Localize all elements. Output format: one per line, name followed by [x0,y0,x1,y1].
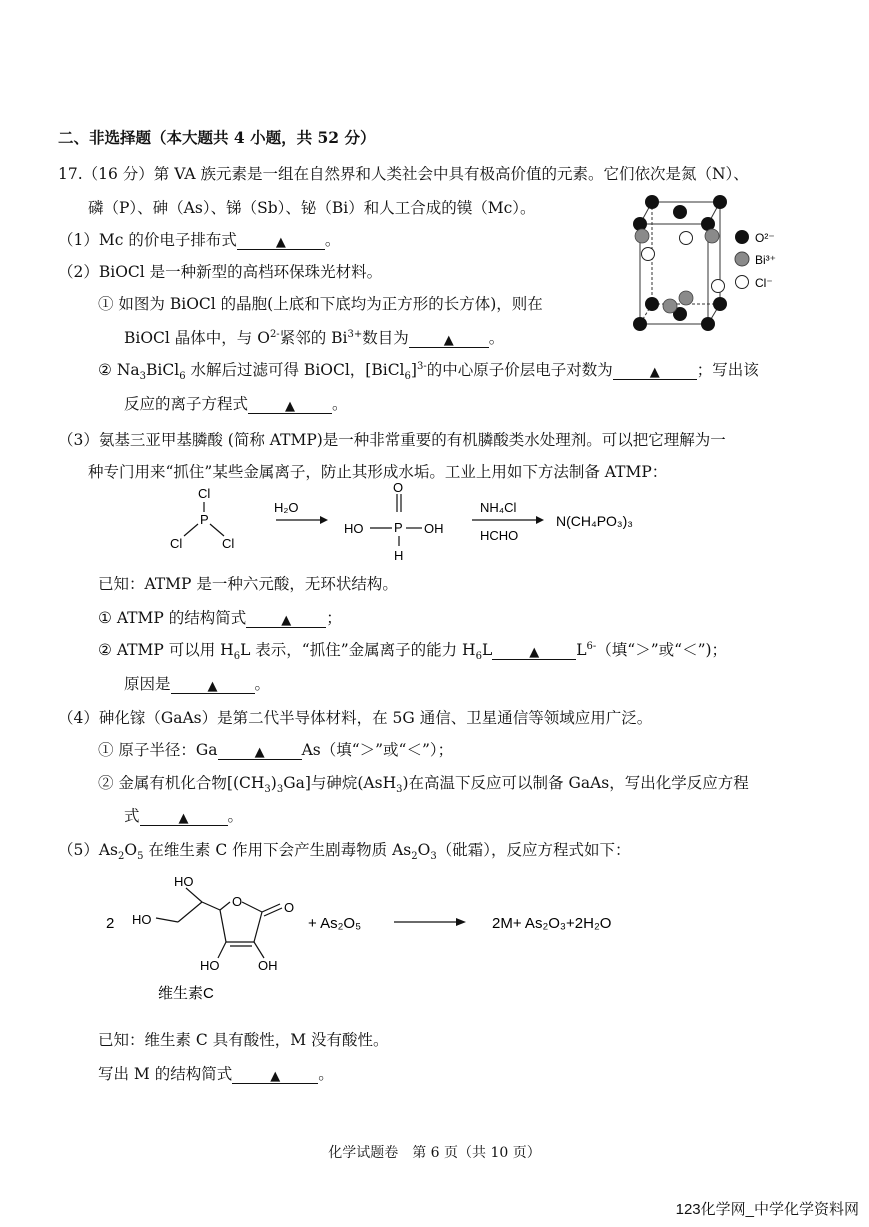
q17-intro-line1: 17.（16 分）第 VA 族元素是一组在自然界和人类社会中具有极高价值的元素。它们依次是氮（N）、 [58,165,749,183]
answer-blank[interactable]: ▲ [218,741,302,760]
answer-blank[interactable]: ▲ [409,329,489,348]
q17-part3-b: 种专门用来“抓住”某些金属离子，防止其形成水垢。工业上用如下方法制备 ATMP： [88,463,668,481]
q17-part5-known: 已知：维生素 C 具有酸性，M 没有酸性。 [98,1031,389,1049]
answer-blank[interactable]: ▲ [171,675,255,694]
acid-o: O [393,482,404,495]
q17-intro-line2: 磷（P）、砷（As）、锑（Sb）、铋（Bi）和人工合成的镆（Mc）。 [88,199,536,217]
answer-blank[interactable]: ▲ [232,1065,318,1084]
vc-ho-bottom-left: HO [200,958,220,973]
q17-part2-1b: BiOCl 晶体中，与 $O^{2-}$紧邻的 $Bi^{3+}$数目为 ▲ 。 [124,328,505,348]
legend-o-marker [735,230,749,244]
answer-blank[interactable]: ▲ [613,361,697,380]
q17-part3-known: 已知：ATMP 是一种六元酸，无环状结构。 [98,575,398,593]
q17-part2-1a: ① 如图为 BiOCl 的晶胞(上底和下底均为正方形的长方体)，则在 [98,295,543,313]
q17-part3-2b: 原因是 ▲ 。 [124,675,271,694]
answer-blank[interactable]: ▲ [237,231,325,250]
answer-blank[interactable]: ▲ [246,609,326,628]
q17-part4: （4）砷化镓（GaAs）是第二代半导体材料，在 5G 通信、卫星通信等领域应用广泛。 [58,709,653,727]
reagent-hcho: HCHO [480,528,519,543]
q17-part4-2b: 式 ▲ 。 [124,807,244,826]
section-title: 二、非选择题（本大题共 4 小题，共 52 分） [58,128,376,147]
q17-part2-2b: 反应的离子方程式 ▲ 。 [124,395,348,414]
q17-part5-ask: 写出 M 的结构简式 ▲ 。 [98,1065,334,1084]
acid-p: P [394,520,403,535]
reagent-water: H₂O [274,500,299,515]
pcl3-cl-top: Cl [198,486,211,501]
vc-oh-bottom-right: OH [258,958,278,973]
vc-ring-o: O [232,894,243,909]
legend-bi-label: Bi³⁺ [755,253,776,267]
q17-part5: $(5)As_2O_5$ 在维生素 C 作用下会产生剧毒物质 $As_2O_3$（砒霜），反应方程式如下： [58,841,631,863]
legend-cl-marker [736,276,749,289]
legend-bi-marker [735,252,749,266]
products: 2M+ As₂O₃+2H₂O [492,915,612,932]
vc-ho-left: HO [132,912,152,927]
reagent-nh4cl: NH₄Cl [480,500,517,515]
legend-cl-label: Cl⁻ [755,276,773,290]
q17-part3-1: ① ATMP 的结构简式 ▲ ； [98,609,342,628]
acid-ho: HO [344,521,364,536]
q17-part4-1: ① 原子半径：Ga ▲ As（填“＞”或“＜”）； [98,741,454,760]
pcl3-p: P [200,512,209,527]
vitamin-c-equation [96,866,656,1012]
vitamin-c-label: 维生素C [158,985,214,1002]
crystal-cell-figure [620,186,780,350]
part1-text: （1）Mc 的价电子排布式 [58,231,237,249]
q17-part1: （1）Mc 的价电子排布式 ▲ 。 [58,231,341,250]
atmp-product: N(CH₄PO₃)₃ [556,513,633,529]
as2o5-reactant: + As₂O₅ [308,915,362,932]
acid-h: H [394,548,404,563]
vc-ho-top: HO [174,874,194,889]
vc-carbonyl-o: O [284,900,295,915]
answer-blank[interactable]: ▲ [492,641,576,660]
pcl3-cl-left: Cl [170,536,183,551]
q17-part2: （2）BiOCl 是一种新型的高档环保珠光材料。 [58,263,383,281]
watermark: 123化学网_中学化学资料网 [675,1201,859,1218]
answer-blank[interactable]: ▲ [248,395,332,414]
q17-part3-a: （3）氨基三亚甲基膦酸 (简称 ATMP)是一种非常重要的有机膦酸类水处理剂。可以把它理解为一 [58,431,726,449]
acid-oh: OH [424,521,444,536]
atmp-synthesis-scheme [160,482,660,568]
answer-blank[interactable]: ▲ [140,807,228,826]
q17-part3-2: ② ATMP 可以用 $H_6L$ 表示，“抓住”金属离子的能力 $H_6L$ ▲ $L^{6-}$（填“＞”或“＜”)； [98,640,728,663]
legend-o-label: O²⁻ [755,231,775,245]
q17-part2-2: ② $Na_3BiCl_6$ 水解后过滤可得 BiOCl，[BiCl$_6$]$^{3-}$的中心原子价层电子对数为 ▲ ；写出该 [98,360,759,383]
coefficient: 2 [106,915,115,932]
q17-part4-2: ② 金属有机化合物$[(CH_3)_3Ga]$与砷烷(AsH$_3$)在高温下反应可以制备 GaAs，写出化学反应方程 [98,774,749,796]
page-footer: 化学试题卷 第 6 页（共 10 页） [328,1145,541,1161]
pcl3-cl-right: Cl [222,536,235,551]
